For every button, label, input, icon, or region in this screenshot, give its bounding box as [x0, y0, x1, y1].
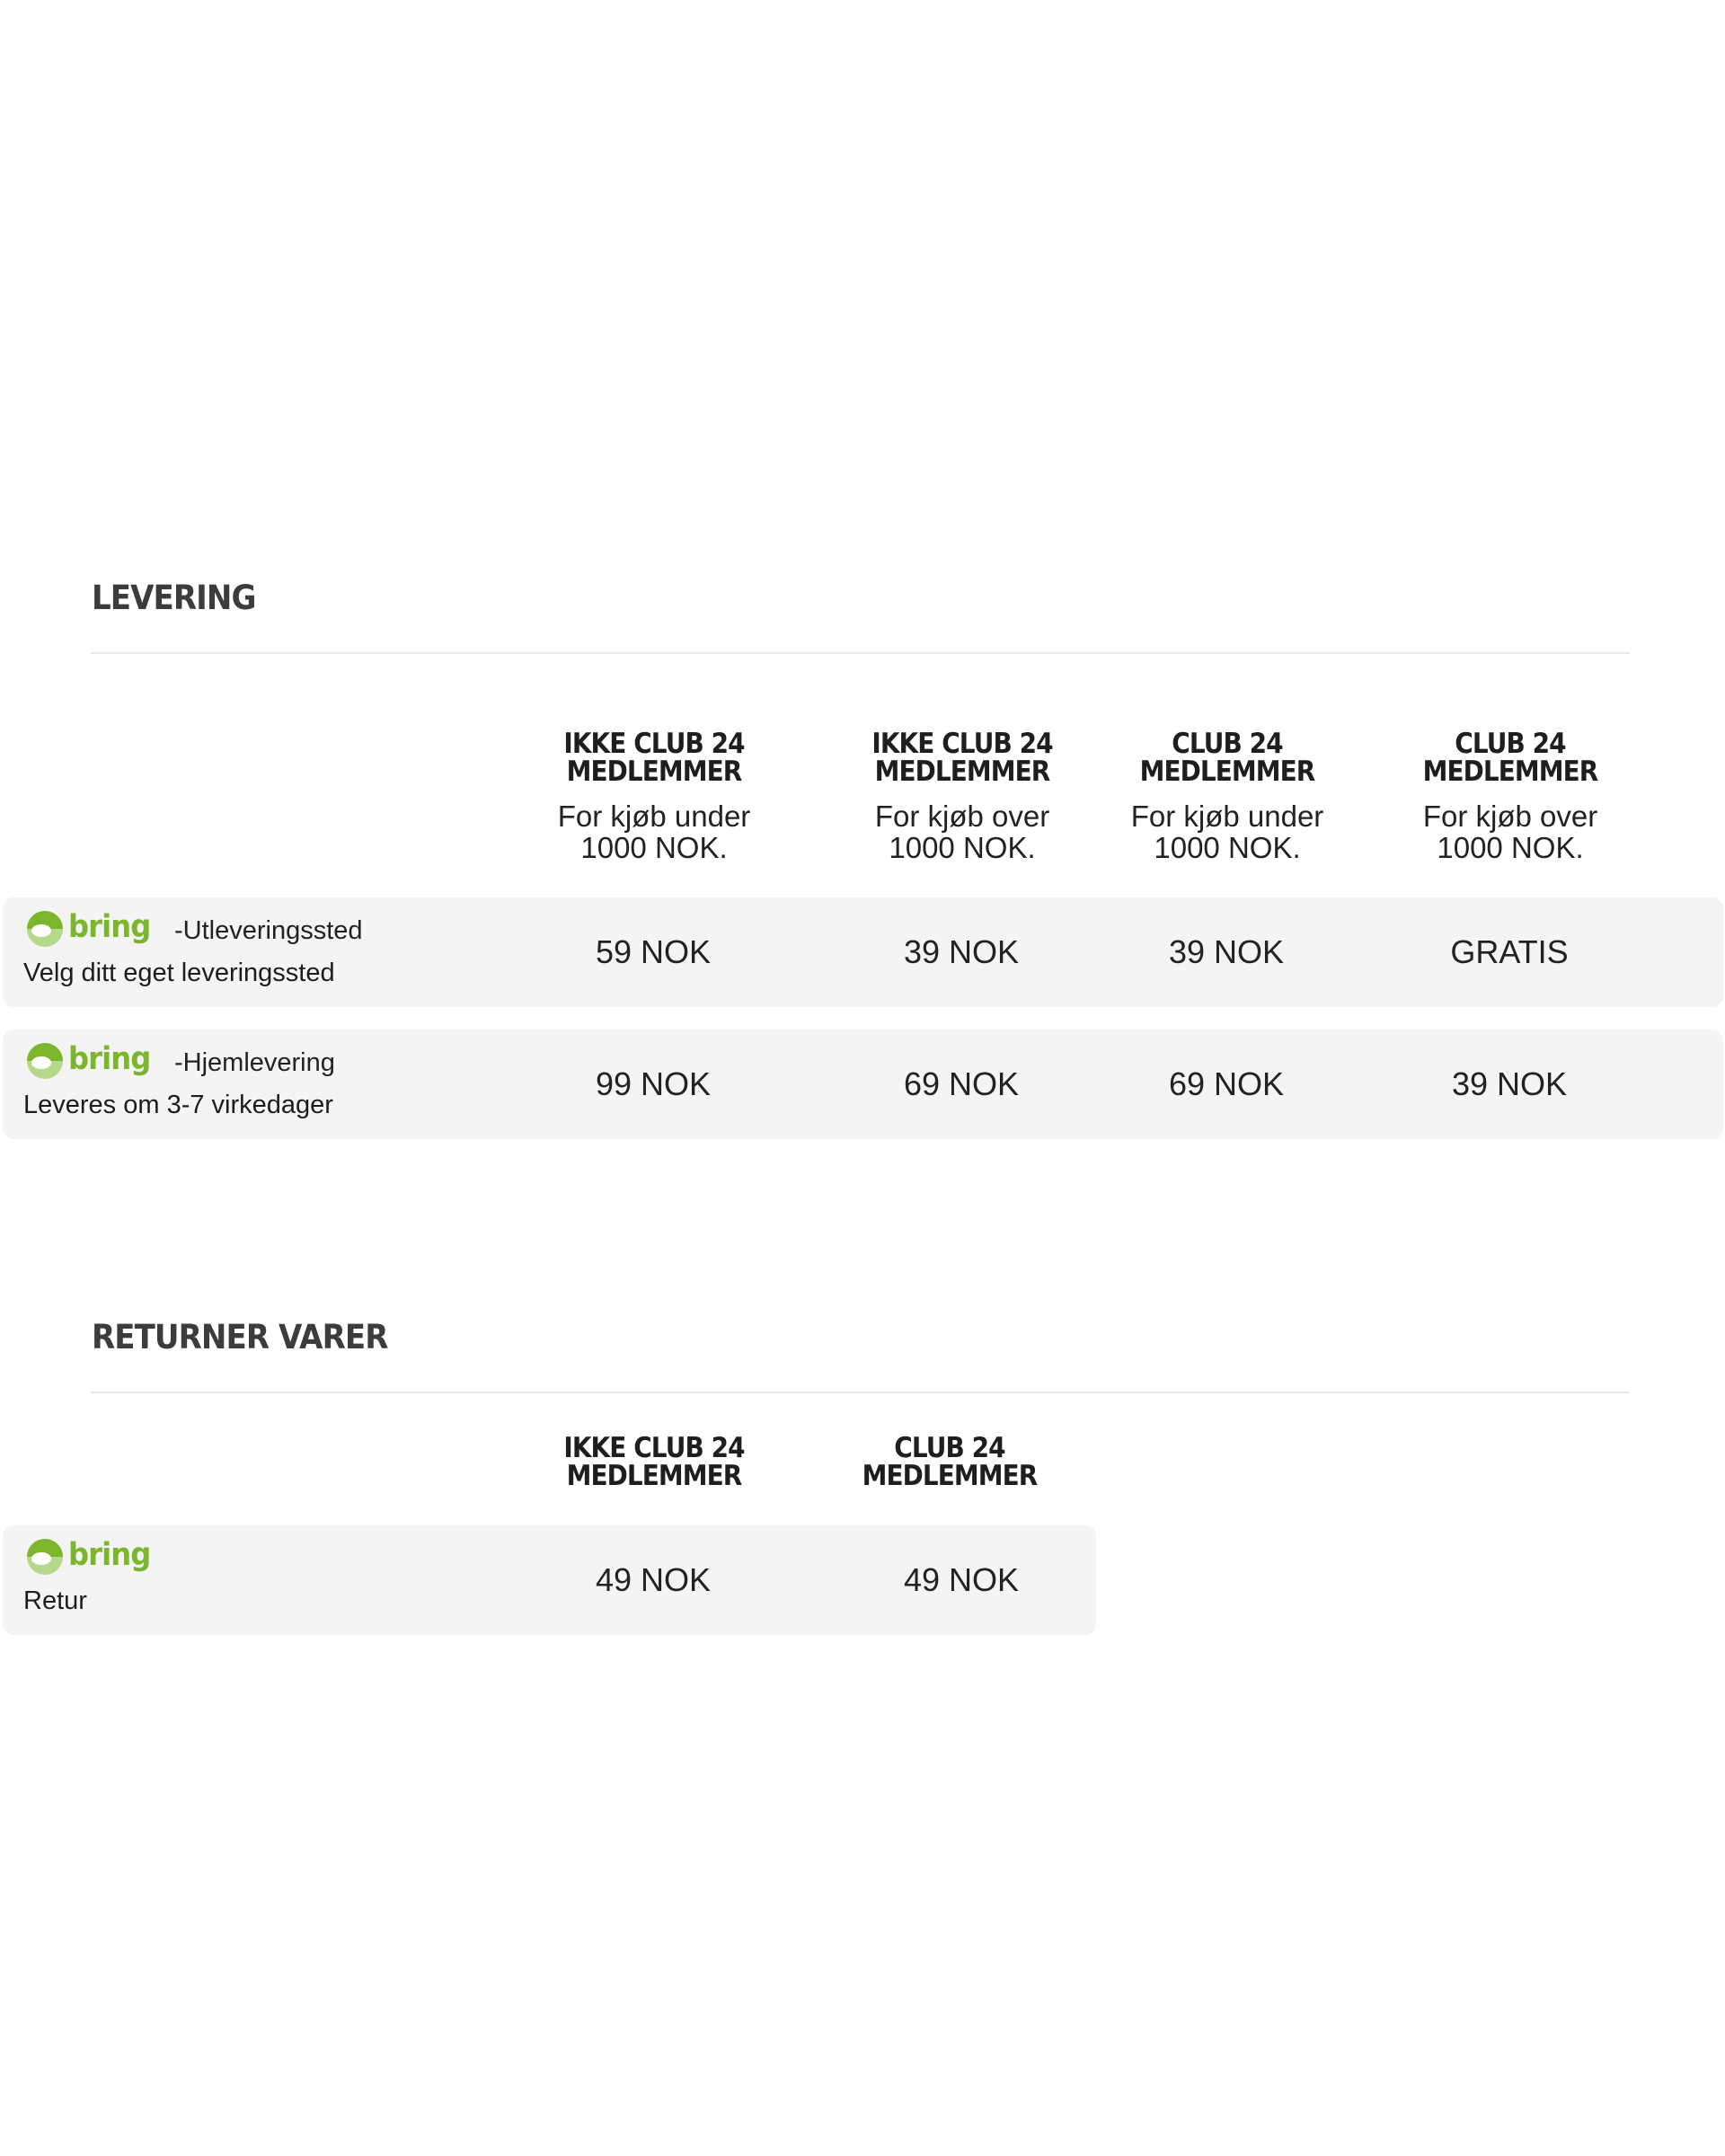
bring-logo	[25, 1534, 157, 1579]
price-cell: 99 NOK	[595, 1065, 712, 1102]
column-title: CLUB 24 MEDLEMMER	[1422, 728, 1598, 788]
delivery-section-title: LEVERING	[92, 579, 256, 617]
service-description: Leveres om 3-7 virkedager	[23, 1091, 333, 1119]
price-cell: 59 NOK	[595, 933, 712, 970]
column-subtitle: For kjøb over 1000 NOK.	[1422, 800, 1598, 864]
price-cell: 39 NOK	[1451, 1065, 1568, 1102]
bring-brand-text: bring	[68, 1041, 151, 1077]
column-title: IKKE CLUB 24 MEDLEMMER	[563, 1432, 745, 1492]
returns-column-header	[815, 1432, 1084, 1492]
table-row	[3, 1525, 1096, 1635]
column-subtitle: For kjøb under 1000 NOK.	[557, 800, 751, 864]
returns-column-header	[519, 1432, 789, 1492]
delivery-column-header	[827, 730, 1097, 863]
bring-logo-icon	[25, 909, 65, 949]
column-title: CLUB 24 MEDLEMMER	[1139, 728, 1315, 788]
delivery-divider	[91, 652, 1630, 654]
table-row	[3, 1029, 1723, 1139]
delivery-column-header	[1092, 730, 1362, 863]
service-type-label: -Utleveringssted	[174, 916, 363, 945]
bring-logo-icon	[25, 1537, 65, 1577]
column-title: IKKE CLUB 24 MEDLEMMER	[871, 728, 1053, 788]
table-row	[3, 897, 1723, 1007]
bring-brand-text: bring	[68, 909, 151, 945]
service-description: Velg ditt eget leveringssted	[23, 959, 335, 987]
price-cell: 49 NOK	[903, 1561, 1020, 1598]
delivery-column-header	[1376, 730, 1645, 863]
column-subtitle: For kjøb over 1000 NOK.	[874, 800, 1050, 864]
service-description: Retur	[23, 1586, 87, 1615]
price-cell: 69 NOK	[1168, 1065, 1285, 1102]
column-title: IKKE CLUB 24 MEDLEMMER	[563, 728, 745, 788]
price-cell: 49 NOK	[595, 1561, 712, 1598]
bring-logo	[25, 906, 157, 951]
returns-section-title: RETURNER VARER	[92, 1318, 388, 1356]
delivery-column-header	[519, 730, 789, 863]
price-cell: 39 NOK	[1168, 933, 1285, 970]
bring-brand-text: bring	[68, 1537, 151, 1573]
bring-logo	[25, 1038, 157, 1083]
price-cell: 39 NOK	[903, 933, 1020, 970]
service-type-label: -Hjemlevering	[174, 1048, 335, 1077]
bring-logo-icon	[25, 1041, 65, 1081]
column-subtitle: For kjøb under 1000 NOK.	[1130, 800, 1324, 864]
price-cell: 69 NOK	[903, 1065, 1020, 1102]
returns-divider	[91, 1392, 1630, 1393]
column-title: CLUB 24 MEDLEMMER	[862, 1432, 1038, 1492]
price-cell: GRATIS	[1450, 933, 1569, 970]
